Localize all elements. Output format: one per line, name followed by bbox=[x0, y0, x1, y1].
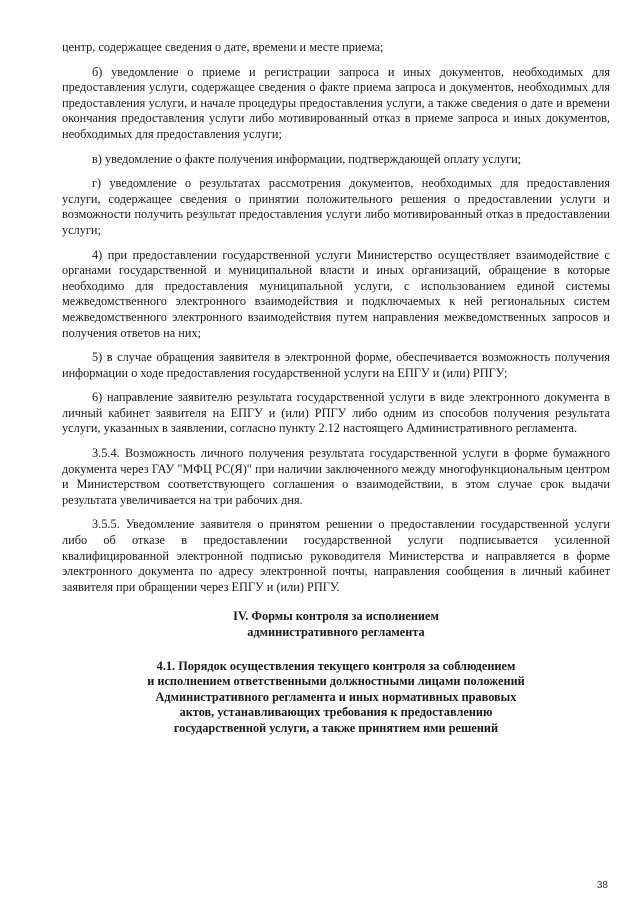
document-body bbox=[62, 40, 610, 737]
section-heading bbox=[62, 609, 610, 640]
page-number: 38 bbox=[596, 880, 608, 891]
subsection-heading-line: и исполнением ответственными должностными лицами положений bbox=[147, 674, 525, 689]
subsection-heading-line: актов, устанавливающих требования к предоставлению bbox=[179, 705, 493, 720]
section-heading-line: IV. Формы контроля за исполнением bbox=[233, 609, 439, 624]
section-heading-line: административного регламента bbox=[247, 625, 425, 639]
paragraph-3-5-5: 3.5.5. Уведомление заявителя о принятом решении о предоставлении государственной услуги либо об отказе в предоставлении государственной услуги подписывается усиленной квалифицированной электронной подписью руководителя Министерства и направляется в форме электронного документа по адресу электронной почты, направления сообщения в личный кабинет заявителя при обращении через ЕПГУ и (или) РПГУ. bbox=[62, 517, 610, 594]
paragraph-5-electronic-form: 5) в случае обращения заявителя в электронной форме, обеспечивается возможность получения информации о ходе предоставления государственной услуги на ЕПГУ и (или) РПГУ; bbox=[62, 350, 610, 380]
paragraph-b-notification-receipt: б) уведомление о приеме и регистрации запроса и иных документов, необходимых для предоставления услуги, содержащее сведения о факте приема запроса и документов, необходимых для предоставления услуги, и начале процедуры предоставления услуги, а также сведения о дате и времени окончания предоставления услуги либо мотивированный отказ в приеме запроса и иных документов, необходимых для предоставления услуги; bbox=[62, 64, 610, 141]
subsection-heading-line: 4.1. Порядок осуществления текущего контроля за соблюдением bbox=[156, 658, 516, 673]
subsection-heading-line: Административного регламента и иных нормативных правовых bbox=[155, 689, 517, 704]
paragraph-4-interaction: 4) при предоставлении государственной услуги Министерство осуществляет взаимодействие с органами государственной и муниципальной власти и иных организаций, обращение в которые необходимо для предоставления муниципальной услуги, с использованием единой системы межведомственного электронного взаимодействия и подключаемых к ней региональных систем межведомственного электронного взаимодействия путем направления межведомственных запросов и получения ответов на них; bbox=[62, 247, 610, 340]
paragraph-3-5-4: 3.5.4. Возможность личного получения результата государственной услуги в форме бумажного документа через ГАУ "МФЦ РС(Я)" при наличии заключенного между многофункциональным центром и Министерством соответствующего соглашения о взаимодействии, в этом случае срок выдачи результата увеличивается на три рабочих дня. bbox=[62, 446, 610, 507]
paragraph-6-result-delivery: 6) направление заявителю результата государственной услуги в виде электронного документа в личный кабинет заявителя на ЕПГУ и (или) РПГУ либо одним из способов получения результата услуги, указанных в заявлении, согласно пункту 2.12 настоящего Административного регламента. bbox=[62, 390, 610, 436]
paragraph-g-notification-results: г) уведомление о результатах рассмотрения документов, необходимых для предоставления услуги, содержащее сведения о принятии положительного решения о предоставлении услуги и возможности получить результат предоставления услуги либо мотивированный отказ в предоставлении услуги; bbox=[62, 176, 610, 237]
paragraph-v-notification-payment: в) уведомление о факте получения информации, подтверждающей оплату услуги; bbox=[92, 151, 522, 166]
subsection-heading-line: государственной услуги, а также принятием ими решений bbox=[173, 720, 499, 735]
paragraph-continuation: центр, содержащее сведения о дате, времени и месте приема; bbox=[62, 40, 384, 54]
subsection-heading bbox=[62, 659, 610, 737]
